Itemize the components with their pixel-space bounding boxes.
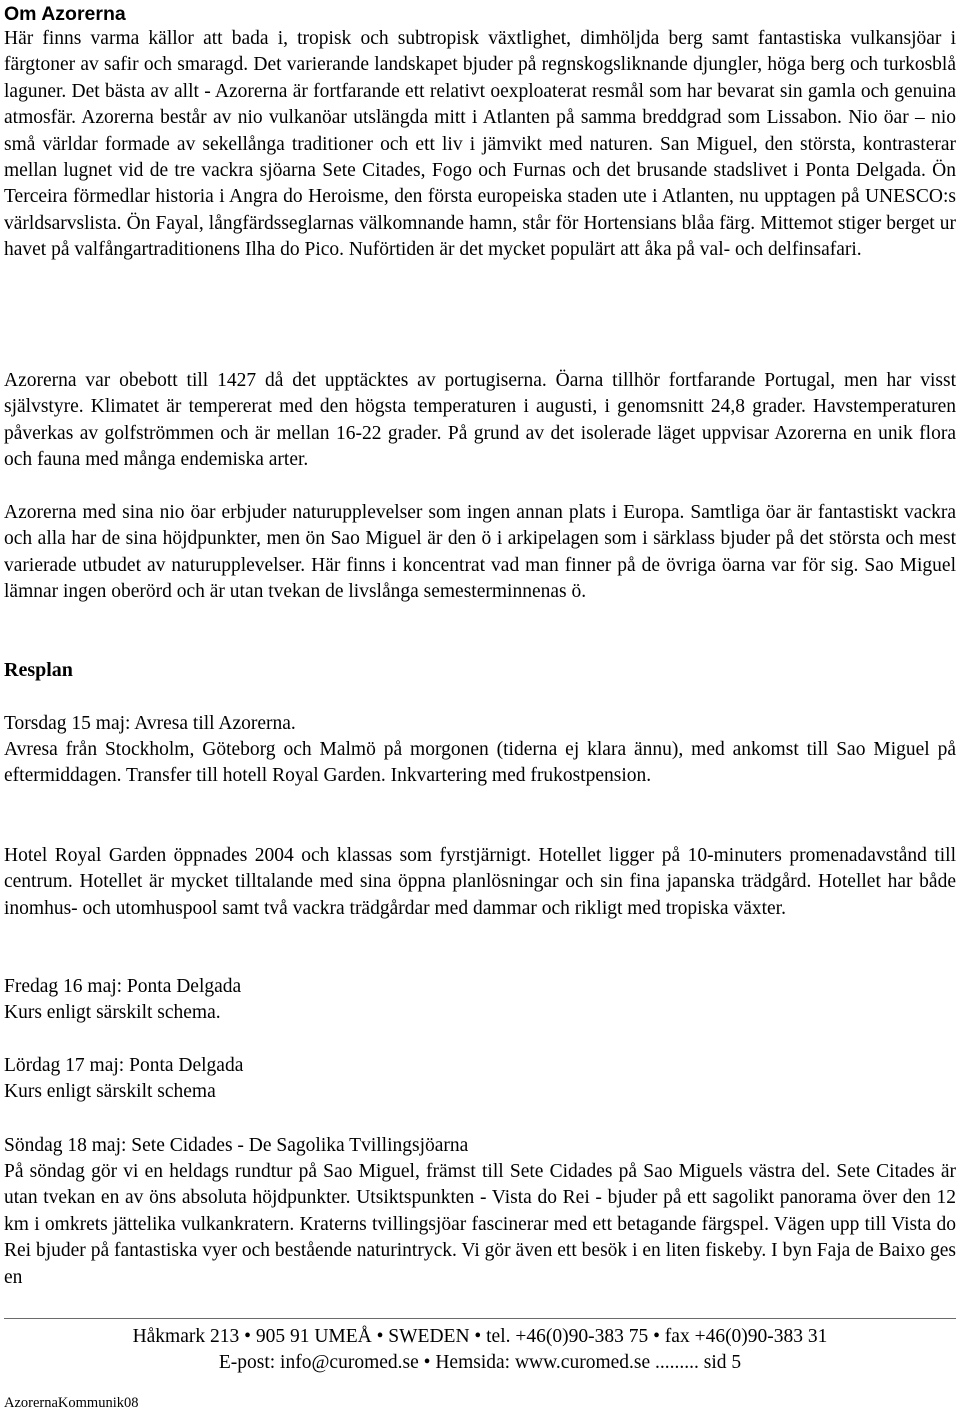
day4-title: Söndag 18 maj: Sete Cidades - De Sagolika Tvillingsjöarna — [4, 1135, 469, 1156]
resplan-heading: Resplan — [4, 659, 73, 681]
footer-document-id: AzorernaKommunik08 — [4, 1395, 139, 1411]
footer-contact: E-post: info@curomed.se • Hemsida: www.curomed.se ......... sid 5 — [218, 1352, 742, 1373]
hotel-paragraph: Hotel Royal Garden öppnades 2004 och klassas som fyrstjärnigt. Hotellet ligger på 10-minuters promenadavstånd till centrum. Hotellet är mycket tilltalande med sina öppna planlösningar och sin fina japanska trädgård. Hotellet har både inomhus- och utomhuspool samt två vackra trädgårdar med dammar och rikligt med tropiska växter. — [4, 845, 956, 919]
footer-divider — [4, 1318, 956, 1319]
day1-title: Torsdag 15 maj: Avresa till Azorerna. — [4, 713, 296, 734]
day3-body: Kurs enligt särskilt schema — [4, 1081, 216, 1102]
history-paragraph: Azorerna var obebott till 1427 då det upptäcktes av portugiserna. Öarna tillhör fortfarande Portugal, men har visst självstyre. Klimatet är tempererat med den högsta temperaturen i augusti, i genomsnitt 24,8 grader. Havstemperaturen påverkas av golfströmmen och är mellan 16-22 grader. På grund av det isolerade läget uppvisar Azorerna en unik flora och fauna med många endemiska arter. — [4, 370, 956, 471]
intro-paragraph: Här finns varma källor att bada i, tropisk och subtropisk växtlighet, dimhöljda berg samt fantastiska vulkansjöar i färgtoner av safir och smaragd. Det varierande landskapet bjuder på regnskogsliknande djungler, höga berg och turkosblå laguner. Det bästa av allt - Azorerna är fortfarande ett relativt oexploaterat resmål som har bevarat sin gamla och genuina atmosfär. Azorerna består av nio vulkanöar utslängda mitt i Atlanten på samma breddgrad som Lissabon. Nio öar – nio små världar formade av sekellånga traditioner och ett liv i jämvikt med naturen. San Miguel, den största, kontrasterar mellan lugnet vid de tre vackra sjöarna Sete Citades, Fogo och Furnas och det brusande stadslivet i Ponta Delgada. Ön Terceira förmedlar historia i Angra do Heroisme, den första europeiska staden ute i Atlanten, nu upptagen på UNESCO:s världsarvslista. Ön Fayal, långfärdsseglarnas välkomnande hamn, står för Hortensians blåa färg. Mittemot stiger berget ur havet på valfångartraditionens Ilha do Pico. Nuförtiden är det mycket populärt att åka på val- och delfinsafari. — [4, 28, 956, 261]
day2-body: Kurs enligt särskilt schema. — [4, 1002, 221, 1023]
day2-title: Fredag 16 maj: Ponta Delgada — [4, 976, 242, 997]
page-title: Om Azorerna — [4, 3, 126, 25]
day3-title: Lördag 17 maj: Ponta Delgada — [4, 1055, 244, 1076]
footer-address: Håkmark 213 • 905 91 UMEÅ • SWEDEN • tel. +46(0)90-383 75 • fax +46(0)90-383 31 — [132, 1326, 828, 1347]
day4-body: På söndag gör vi en heldags rundtur på Sao Miguel, främst till Sete Cidades på Sao Miguels västra del. Sete Citades är utan tvekan en av öns absoluta höjdpunkter. Utsiktspunkten - Vista do Rei - bjuder på ett sagolikt panorama över den 12 km i omkrets jättelika vulkankratern. Kraterns tvillingsjöar fascinerar med ett betagande färgspel. Vägen upp till Vista do Rei bjuder på fantastiska vyer och bestående naturintryck. Vi gör även ett besök i en liten fiskeby. I byn Faja de Baixo ges en — [4, 1161, 956, 1288]
nature-paragraph: Azorerna med sina nio öar erbjuder naturupplevelser som ingen annan plats i Europa. Samtliga öar är fantastiskt vackra och alla har de sina höjdpunkter, men ön Sao Miguel är den ö i arkipelagen som i särklass bjuder på det största och mest varierade utbudet av naturupplevelser. Här finns i koncentrat vad man finner på de övriga öarna var för sig. Sao Miguel lämnar ingen oberörd och är utan tvekan de livslånga semesterminnenas ö. — [4, 502, 956, 603]
day1-body: Avresa från Stockholm, Göteborg och Malmö på morgonen (tiderna ej klara ännu), med ankomst till Sao Miguel på eftermiddagen. Transfer till hotell Royal Garden. Inkvartering med frukostpension. — [4, 739, 956, 787]
